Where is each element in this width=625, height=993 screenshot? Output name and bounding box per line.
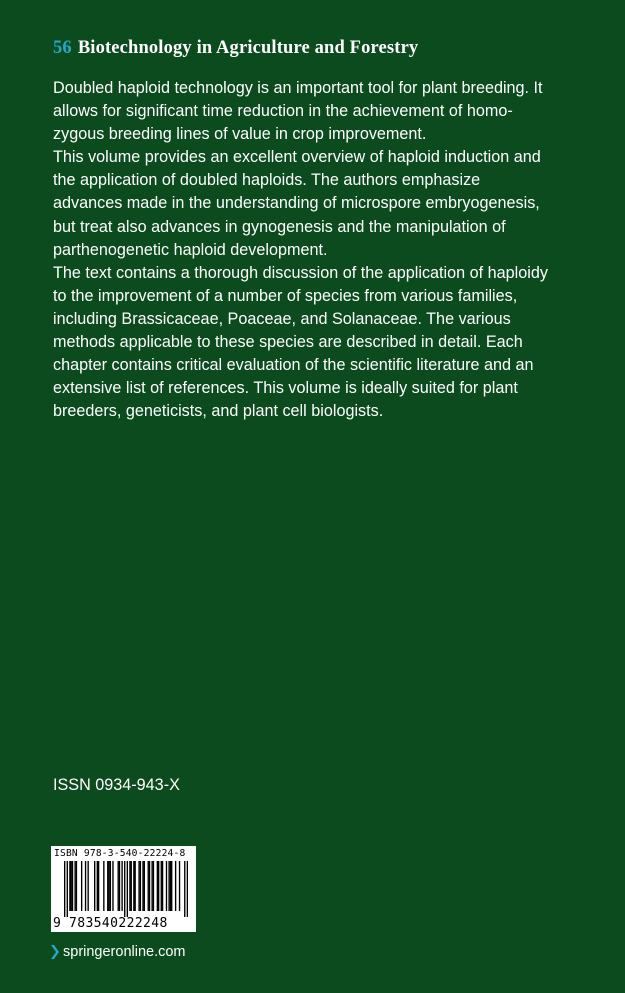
barcode-bar: [170, 861, 171, 911]
blurb-paragraph: The text contains a thorough discussion of the application of haploidy to the improvement of a number of species from various families, including Brassicaceae, Poaceae, and Solanaceae. The various methods applicable to these species are described in detail. Each chapter contains critical evaluation of the scientific literature and an extensive list of references. This volume is ideally suited for plant breeders, geneticists, and plant cell biologists.: [53, 263, 548, 421]
barcode-bar: [94, 861, 95, 911]
ean-first-digit: 9: [53, 916, 61, 931]
barcode-bar: [76, 861, 77, 911]
barcode-bars: [64, 861, 188, 917]
barcode-bar: [110, 861, 111, 911]
barcode-bar: [138, 861, 139, 911]
barcode-bar: [71, 861, 72, 911]
barcode-bar: [69, 861, 70, 911]
isbn-label: ISBN 978-3-540-22224-8: [54, 848, 186, 859]
barcode-bar: [153, 861, 154, 911]
issn-number: ISSN 0934-943-X: [53, 776, 180, 794]
barcode-bar: [64, 861, 65, 917]
barcode-bar: [148, 861, 149, 911]
barcode-bar: [67, 861, 68, 917]
barcode-bar: [162, 861, 163, 911]
barcode-bar: [166, 861, 167, 911]
barcode-bar: [179, 861, 180, 911]
barcode-bar: [140, 861, 141, 911]
barcode-bar: [119, 861, 120, 911]
barcode-bar: [131, 861, 132, 911]
barcode-bar: [127, 861, 128, 917]
isbn-barcode: [51, 846, 196, 932]
barcode-bar: [108, 861, 109, 911]
blurb-paragraph: This volume provides an excellent overview of haploid induction and the application of doubled haploids. The authors emphasize advances made in the understanding of microspore embryogenesis, but treat also advances in gynogenesis and the manipulation of parthenogenetic haploid development.: [53, 148, 541, 259]
barcode-bar: [144, 861, 145, 911]
barcode-bar: [98, 861, 99, 911]
barcode-bar: [161, 861, 162, 911]
website-url[interactable]: springeronline.com: [63, 944, 186, 960]
barcode-bar: [158, 861, 159, 911]
barcode-bar: [129, 861, 130, 911]
barcode-bar: [72, 861, 73, 911]
barcode-bar: [133, 861, 134, 911]
ean-digits: 783540222248: [69, 916, 168, 931]
barcode-bar: [134, 861, 135, 911]
barcode-bar: [168, 861, 169, 911]
blurb-paragraph: Doubled haploid technology is an important tool for plant breeding. It allows for significant time reduction in the achievement of homo-zygous breeding lines of value in crop improvement.: [53, 79, 543, 144]
barcode-bar: [124, 861, 125, 917]
barcode-bar: [121, 861, 122, 911]
barcode-bar: [87, 861, 88, 911]
barcode-bar: [118, 861, 119, 911]
barcode-bar: [151, 861, 152, 911]
series-heading: [53, 38, 573, 59]
series-number: 56: [53, 38, 72, 58]
barcode-bar: [149, 861, 150, 911]
barcode-bar: [187, 861, 188, 917]
series-title: Biotechnology in Agriculture and Forestry: [77, 38, 419, 58]
barcode-bar: [171, 861, 172, 911]
barcode-bar: [81, 861, 82, 911]
barcode-bar: [107, 861, 108, 911]
publisher-website[interactable]: [51, 942, 186, 962]
barcode-bar: [97, 861, 98, 911]
barcode-bar: [175, 861, 176, 911]
description-blurb: [53, 77, 553, 423]
barcode-bar: [142, 861, 143, 911]
chevron-right-icon: [51, 945, 59, 959]
barcode-bar: [74, 861, 75, 911]
barcode-bar: [85, 861, 86, 911]
barcode-bar: [103, 861, 104, 911]
barcode-bar: [157, 861, 158, 911]
barcode-bar: [112, 861, 113, 911]
barcode-bar: [184, 861, 185, 917]
